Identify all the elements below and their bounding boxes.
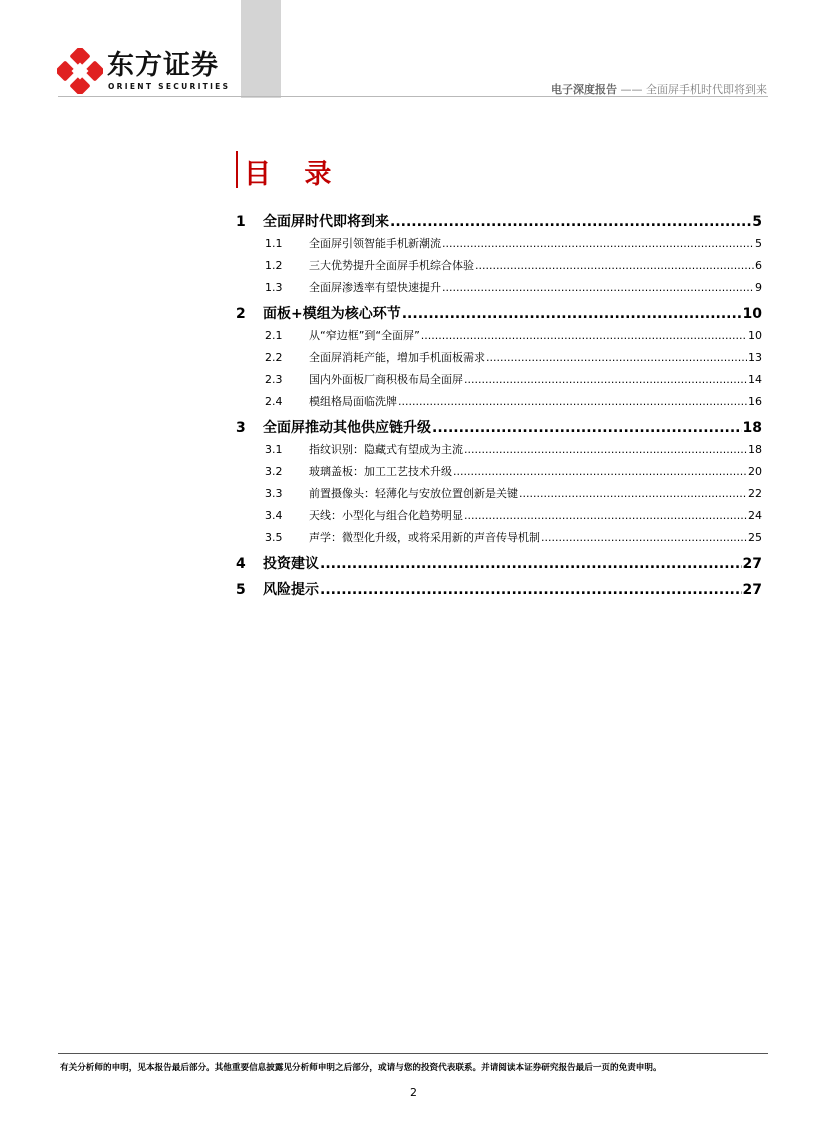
report-type: 电子深度报告 [551, 83, 617, 96]
toc-section-label: 投资建议 [263, 556, 319, 572]
toc-subsection-page: 10 [748, 329, 762, 342]
toc-leader-dots [486, 347, 747, 369]
toc-subsection-number: 3.3 [265, 487, 283, 500]
toc-subsection-number: 2.2 [265, 351, 283, 364]
report-title: 全面屏手机时代即将到来 [646, 83, 767, 96]
toc-subsection-number: 3.1 [265, 443, 283, 456]
footer-disclaimer: 有关分析师的申明，见本报告最后部分。其他重要信息披露见分析师申明之后部分，或请与您的投资代表联系。并请阅读本证券研究报告最后一页的免责申明。 [60, 1063, 662, 1073]
header-divider [58, 96, 768, 97]
toc-leader-dots [442, 277, 754, 299]
toc-subsection-page: 18 [748, 443, 762, 456]
toc-subsection[interactable] [236, 255, 762, 277]
report-header [551, 81, 767, 97]
toc-subsection[interactable] [236, 527, 762, 549]
toc-subsection-page: 6 [755, 259, 762, 272]
footer-divider [58, 1053, 768, 1054]
toc-subsection[interactable] [236, 369, 762, 391]
toc-section-label: 全面屏推动其他供应链升级 [263, 420, 431, 436]
toc-subsection-number: 1.1 [265, 237, 283, 250]
logo-english-name: ORIENT SECURITIES [108, 82, 231, 91]
toc-subsection-label: 国内外面板厂商积极布局全面屏 [309, 373, 463, 386]
toc-leader-dots [320, 553, 742, 575]
toc-subsection-label: 全面屏引领智能手机新潮流 [309, 237, 441, 250]
toc-subsection[interactable] [236, 277, 762, 299]
toc-subsection-number: 3.5 [265, 531, 283, 544]
toc-subsection-label: 前置摄像头：轻薄化与安放位置创新是关键 [309, 487, 518, 500]
toc-subsection[interactable] [236, 483, 762, 505]
toc-subsection-number: 3.2 [265, 465, 283, 478]
toc-section-page: 27 [742, 556, 762, 572]
toc-subsection-number: 3.4 [265, 509, 283, 522]
toc-section-label: 面板+模组为核心环节 [263, 306, 401, 322]
toc-subsection[interactable] [236, 233, 762, 255]
toc-leader-dots [390, 211, 751, 233]
toc-subsection-label: 从“窄边框”到“全面屏” [309, 329, 420, 342]
toc-subsection-page: 22 [748, 487, 762, 500]
toc-subsection-page: 24 [748, 509, 762, 522]
toc-subsection-number: 1.2 [265, 259, 283, 272]
toc-section[interactable] [236, 579, 762, 601]
toc-subsection-label: 玻璃盖板：加工工艺技术升级 [309, 465, 452, 478]
toc-section-number: 3 [236, 420, 246, 436]
toc-subsection-page: 20 [748, 465, 762, 478]
toc-section-page: 27 [742, 582, 762, 598]
toc-subsection-page: 13 [748, 351, 762, 364]
table-of-contents [236, 208, 762, 601]
toc-leader-dots [421, 325, 747, 347]
toc-section-page: 10 [742, 306, 762, 322]
toc-subsection-page: 5 [755, 237, 762, 250]
header-gray-tab [241, 0, 281, 98]
toc-leader-dots [320, 579, 742, 601]
toc-section[interactable] [236, 303, 762, 325]
toc-section[interactable] [236, 211, 762, 233]
company-logo [57, 48, 231, 94]
toc-subsection-label: 三大优势提升全面屏手机综合体验 [309, 259, 474, 272]
toc-subsection-number: 1.3 [265, 281, 283, 294]
toc-section-page: 18 [742, 420, 762, 436]
toc-subsection[interactable] [236, 439, 762, 461]
toc-section-number: 5 [236, 582, 246, 598]
toc-subsection-label: 天线：小型化与组合化趋势明显 [309, 509, 463, 522]
toc-subsection-page: 25 [748, 531, 762, 544]
toc-title: 目 录 [244, 159, 344, 190]
toc-section[interactable] [236, 417, 762, 439]
toc-leader-dots [464, 505, 747, 527]
logo-diamond-icon [57, 48, 103, 94]
toc-section-label: 全面屏时代即将到来 [263, 214, 389, 230]
toc-subsection-label: 声学：微型化升级，或将采用新的声音传导机制 [309, 531, 540, 544]
toc-subsection-page: 9 [755, 281, 762, 294]
header-separator: —— [620, 83, 643, 96]
toc-subsection-label: 模组格局面临洗牌 [309, 395, 397, 408]
toc-subsection[interactable] [236, 505, 762, 527]
toc-subsection[interactable] [236, 461, 762, 483]
toc-subsection-page: 16 [748, 395, 762, 408]
toc-leader-dots [402, 303, 742, 325]
toc-section-number: 1 [236, 214, 246, 230]
toc-leader-dots [541, 527, 747, 549]
toc-leader-dots [464, 369, 747, 391]
toc-section-page: 5 [752, 214, 762, 230]
toc-section[interactable] [236, 553, 762, 575]
toc-section-label: 风险提示 [263, 582, 319, 598]
logo-chinese-name: 东方证券 [107, 50, 219, 81]
toc-leader-dots [432, 417, 742, 439]
toc-subsection[interactable] [236, 391, 762, 413]
toc-section-number: 2 [236, 306, 246, 322]
page-number: 2 [410, 1086, 417, 1099]
toc-leader-dots [442, 233, 754, 255]
toc-subsection-number: 2.4 [265, 395, 283, 408]
toc-subsection[interactable] [236, 347, 762, 369]
toc-section-number: 4 [236, 556, 246, 572]
toc-subsection-number: 2.1 [265, 329, 283, 342]
toc-subsection-number: 2.3 [265, 373, 283, 386]
toc-leader-dots [475, 255, 754, 277]
toc-subsection[interactable] [236, 325, 762, 347]
toc-leader-dots [519, 483, 747, 505]
toc-leader-dots [398, 391, 747, 413]
toc-title-bar [236, 151, 238, 188]
toc-subsection-label: 指纹识别：隐藏式有望成为主流 [309, 443, 463, 456]
toc-leader-dots [464, 439, 747, 461]
toc-subsection-label: 全面屏消耗产能，增加手机面板需求 [309, 351, 485, 364]
toc-subsection-page: 14 [748, 373, 762, 386]
toc-subsection-label: 全面屏渗透率有望快速提升 [309, 281, 441, 294]
toc-leader-dots [453, 461, 747, 483]
